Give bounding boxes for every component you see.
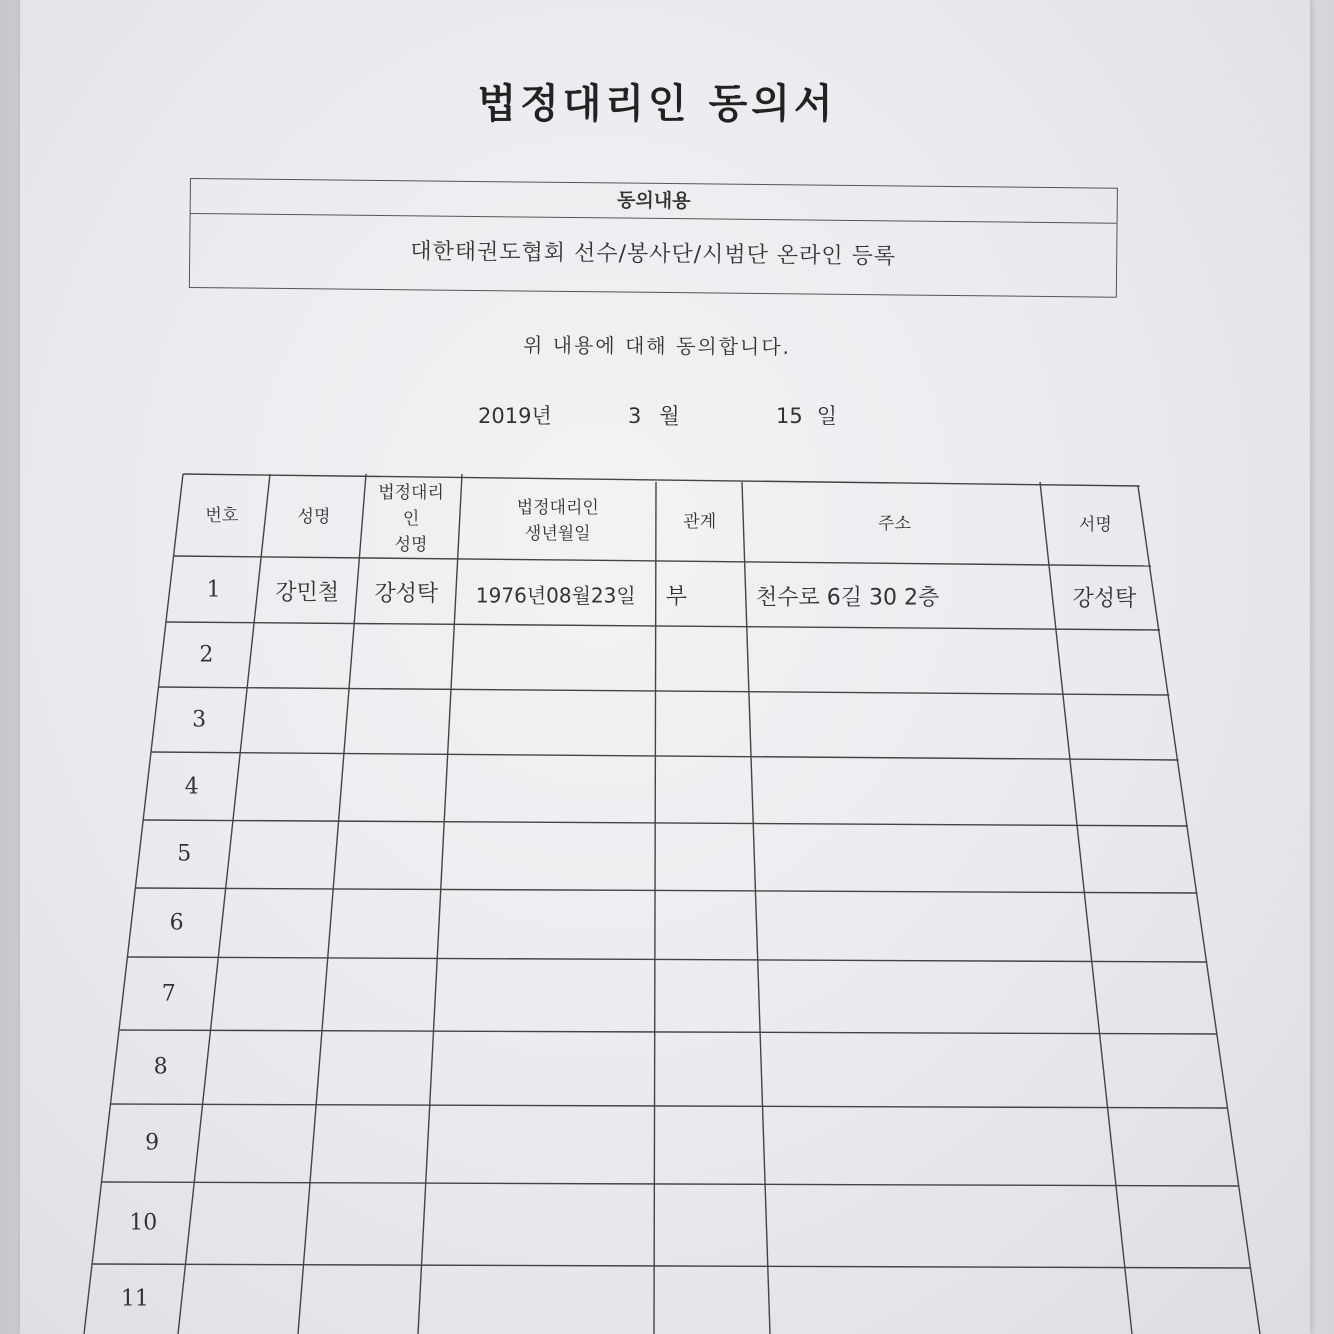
consent-content-header: 동의내용 <box>191 179 1117 224</box>
row1-name: 강민철 <box>275 580 339 606</box>
row-number: 7 <box>161 981 176 1007</box>
header-guardian-name-line2: 인 <box>402 508 420 529</box>
header-guardian-birth-line2: 생년월일 <box>524 523 591 544</box>
table-column-line <box>654 482 656 1334</box>
row-number: 3 <box>192 707 207 733</box>
row-number: 8 <box>153 1054 168 1080</box>
header-guardian-birth <box>517 495 599 547</box>
table-row-line <box>143 820 1188 826</box>
header-signature: 서명 <box>1078 515 1112 536</box>
table-row-line <box>183 474 1140 486</box>
row-number: 6 <box>169 910 184 936</box>
table-row-line <box>166 622 1160 630</box>
row-number: 4 <box>184 774 199 799</box>
date-year-value: 2019 <box>478 404 532 428</box>
header-name: 성명 <box>297 507 331 528</box>
table-column-line <box>178 474 270 1334</box>
table-row-line <box>110 1104 1227 1108</box>
row1-guardian-birth: 1976년08월23일 <box>475 583 636 607</box>
document-title: 법정대리인 동의서 <box>477 81 837 127</box>
header-relation: 관계 <box>683 512 717 533</box>
table-column-line <box>84 474 183 1334</box>
header-guardian-name-line1: 법정대리 <box>378 482 444 503</box>
row-number: 2 <box>199 642 214 668</box>
row1-guardian-name: 강성탁 <box>374 581 439 607</box>
table-row-line <box>92 1264 1251 1268</box>
table-row-line <box>158 687 1169 695</box>
agreement-statement: 위 내용에 대해 동의합니다. <box>522 333 792 359</box>
table-row-line <box>151 752 1179 760</box>
header-address: 주소 <box>878 513 911 534</box>
table-row-line <box>174 556 1151 566</box>
consent-content-body: 대한태권도협회 선수/봉사단/시범단 온라인 등록 <box>410 239 897 270</box>
header-guardian-birth-line1: 법정대리인 <box>516 497 599 518</box>
row-number: 1 <box>206 577 221 603</box>
date-month-value: 3 <box>628 404 642 428</box>
table-row-line <box>127 957 1207 962</box>
table-row-line <box>135 888 1197 893</box>
row-number: 10 <box>129 1210 158 1236</box>
header-guardian-name-line3: 성명 <box>394 534 428 555</box>
header-number: 번호 <box>205 505 239 526</box>
row-number: 9 <box>145 1130 160 1156</box>
date-month-unit: 월 <box>659 404 680 428</box>
header-guardian-name <box>378 480 444 558</box>
row1-address: 천수로 6길 30 2층 <box>755 585 940 611</box>
date-year-unit: 년 <box>531 404 552 428</box>
date-day-unit: 일 <box>816 404 838 428</box>
table-row-line <box>101 1182 1239 1186</box>
date-day-value: 15 <box>776 404 803 428</box>
row-number: 11 <box>120 1286 149 1312</box>
table-column-line <box>1138 486 1260 1334</box>
row1-relation: 부 <box>665 584 687 610</box>
table-row-line <box>119 1030 1217 1034</box>
row-number: 5 <box>177 841 192 867</box>
row1-signature: 강성탁 <box>1072 586 1137 612</box>
